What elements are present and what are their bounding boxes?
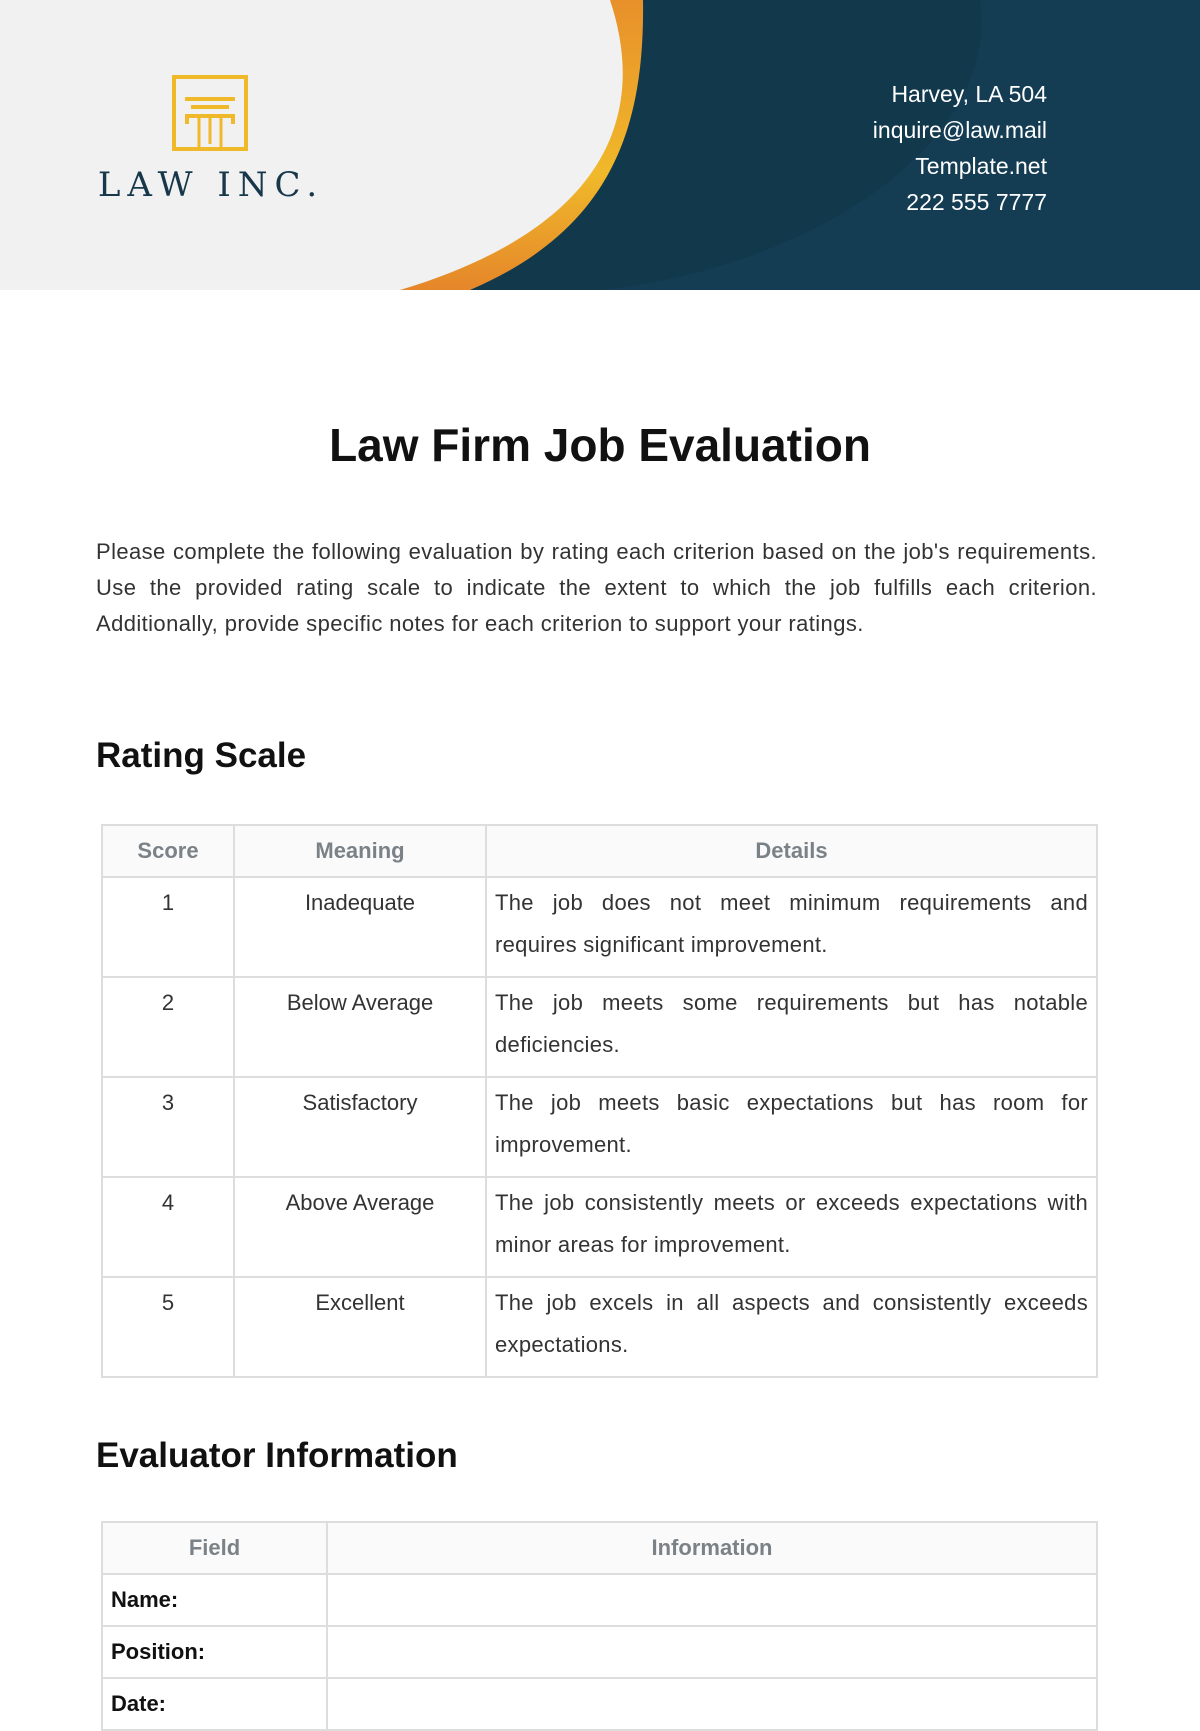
page-title: Law Firm Job Evaluation xyxy=(329,419,871,471)
cell-meaning: Satisfactory xyxy=(234,1077,486,1177)
field-label: Name: xyxy=(102,1574,327,1626)
cell-details: The job meets some requirements but has notable deficiencies. xyxy=(486,977,1097,1077)
cell-score: 4 xyxy=(102,1177,234,1277)
contact-info xyxy=(873,76,1047,220)
table-row xyxy=(102,977,1097,1077)
field-value[interactable] xyxy=(327,1678,1097,1730)
cell-details: The job meets basic expectations but has room for improvement. xyxy=(486,1077,1097,1177)
field-label: Date: xyxy=(102,1678,327,1730)
cell-details: The job consistently meets or exceeds expectations with minor areas for improvement. xyxy=(486,1177,1097,1277)
rating-scale-heading: Rating Scale xyxy=(96,736,307,775)
table-row xyxy=(102,1277,1097,1377)
evaluator-heading: Evaluator Information xyxy=(96,1436,458,1475)
table-row xyxy=(102,1077,1097,1177)
email: inquire@law.mail xyxy=(872,117,1047,143)
column-header: Details xyxy=(486,825,1097,877)
cell-details: The job does not meet minimum requirements and requires significant improvement. xyxy=(486,877,1097,977)
column-header: Meaning xyxy=(234,825,486,877)
company-logo xyxy=(96,74,326,205)
website: Template.net xyxy=(915,153,1047,179)
cell-score: 2 xyxy=(102,977,234,1077)
cell-meaning: Below Average xyxy=(234,977,486,1077)
table-row xyxy=(102,1574,1097,1626)
company-name: LAW INC. xyxy=(97,165,325,205)
address: Harvey, LA 504 xyxy=(891,81,1047,107)
rating-scale-table xyxy=(101,824,1098,1378)
column-header: Field xyxy=(102,1522,327,1574)
cell-score: 5 xyxy=(102,1277,234,1377)
table-row xyxy=(102,1678,1097,1730)
cell-score: 1 xyxy=(102,877,234,977)
table-row xyxy=(102,877,1097,977)
cell-meaning: Excellent xyxy=(234,1277,486,1377)
column-header: Score xyxy=(102,825,234,877)
field-label: Position: xyxy=(102,1626,327,1678)
field-value[interactable] xyxy=(327,1574,1097,1626)
phone: 222 555 7777 xyxy=(906,189,1047,215)
cell-details: The job excels in all aspects and consistently exceeds expectations. xyxy=(486,1277,1097,1377)
table-row xyxy=(102,1177,1097,1277)
column-header: Information xyxy=(327,1522,1097,1574)
table-header-row xyxy=(102,825,1097,877)
cell-meaning: Inadequate xyxy=(234,877,486,977)
table-header-row xyxy=(102,1522,1097,1574)
cell-score: 3 xyxy=(102,1077,234,1177)
cell-meaning: Above Average xyxy=(234,1177,486,1277)
pillar-icon xyxy=(171,74,251,152)
field-value[interactable] xyxy=(327,1626,1097,1678)
table-row xyxy=(102,1626,1097,1678)
intro-paragraph: Please complete the following evaluation by rating each criterion based on the job's requirements. Use the provided rating scale to indicate the extent to which the job fulfills each criterion. Additionally, provide specific notes for each criterion to support your ratings. xyxy=(96,539,1097,636)
letterhead xyxy=(0,0,1200,290)
